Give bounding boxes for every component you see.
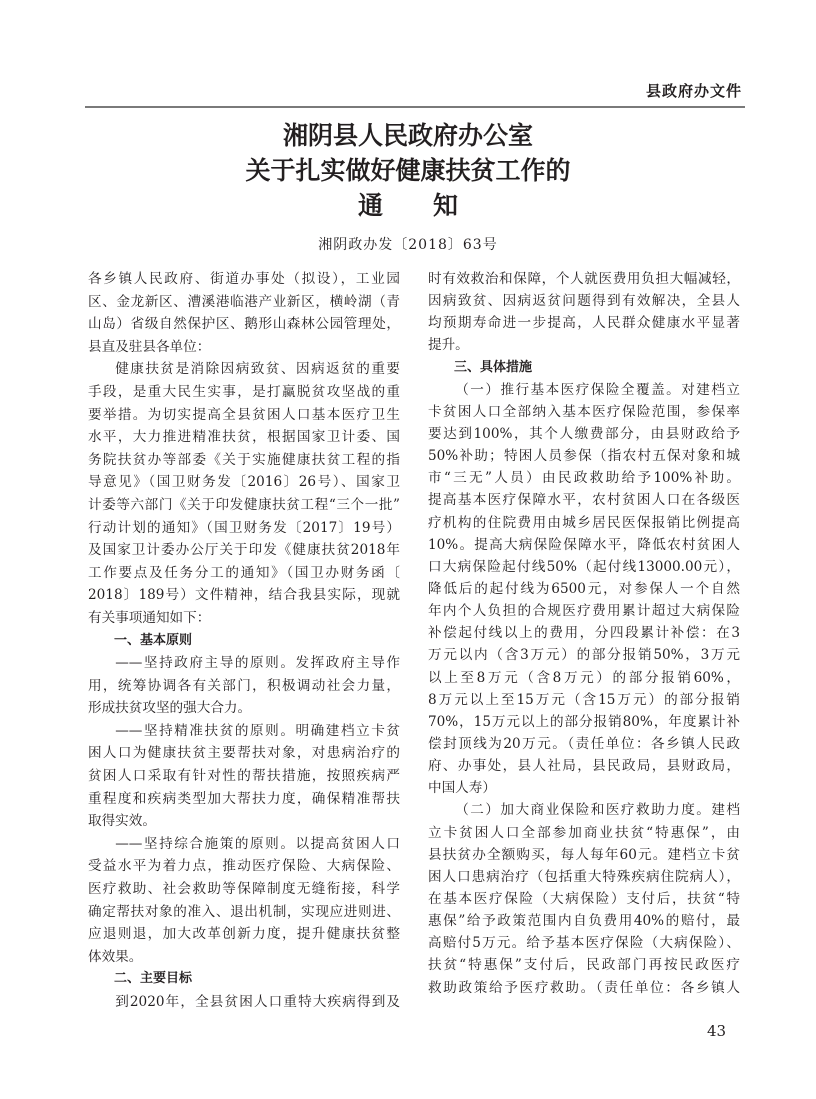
section-heading xyxy=(88,968,400,991)
text-line: 三、具体措施 xyxy=(454,359,533,375)
text-line: 要达到100%，其个人缴费部分，由县财政给予 xyxy=(428,425,740,442)
section-heading xyxy=(428,357,740,379)
text-line: 健康扶贫是消除因病致贫、因病返贫的重要 xyxy=(115,361,400,378)
text-line: 各乡镇人民政府、街道办事处（拟设），工业园 xyxy=(88,271,400,287)
text-line: 区、金龙新区、漕溪港临港产业新区，横岭湖（青 xyxy=(88,293,400,310)
text-line: 应退则退，加大改革创新力度，提升健康扶贫整 xyxy=(88,926,400,943)
text-line: 万元以内（含3万元）的部分报销50%，3万元 xyxy=(428,647,740,664)
text-line: 市“三无”人员）由民政救助给予100%补助。 xyxy=(428,470,740,487)
text-line: 8万元以上至15万元（含15万元）的部分报销 xyxy=(428,691,740,708)
paragraph xyxy=(428,268,740,357)
text-line: 提升。 xyxy=(428,337,469,354)
text-line: 有关事项通知如下： xyxy=(88,609,211,626)
text-line: 手段，是重大民生实事，是打赢脱贫攻坚战的重 xyxy=(88,383,400,400)
text-line: 口大病保险起付线50%（起付线13000.00元）， xyxy=(428,558,740,575)
section-heading xyxy=(88,630,400,653)
paragraph xyxy=(428,799,740,998)
paragraph xyxy=(88,652,400,720)
text-line: 导意见》（国卫财务发〔2016〕26号）、国家卫 xyxy=(88,474,400,491)
text-line: ——坚持精准扶贫的原则。明确建档立卡贫 xyxy=(115,722,400,739)
text-line: 救助政策给予医疗救助。（责任单位：各乡镇人 xyxy=(428,979,740,996)
paragraph xyxy=(88,358,400,629)
text-line: 县直及驻县各单位： xyxy=(88,338,211,355)
text-line: ——坚持政府主导的原则。发挥政府主导作 xyxy=(115,655,400,672)
text-line: （二）加大商业保险和医疗救助力度。建档 xyxy=(455,802,740,819)
text-line: 取得实效。 xyxy=(88,813,156,830)
text-line: 用，统筹协调各有关部门，积极调动社会力量， xyxy=(88,677,400,694)
text-line: 在基本医疗保险（大病保险）支付后，扶贫“特 xyxy=(428,890,740,907)
text-line: 补偿起付线以上的费用，分四段累计补偿：在3 xyxy=(428,625,740,642)
section-header: 县政府办文件 xyxy=(645,82,742,100)
text-line: 时有效救治和保障，个人就医费用负担大幅减轻， xyxy=(428,271,740,287)
document-number: 湘阴政办发〔2018〕63号 xyxy=(318,237,498,253)
text-line: 工作要点及任务分工的通知》（国卫办财务函〔 xyxy=(88,564,400,581)
text-line: 年内个人负担的合规医疗费用累计超过大病保险 xyxy=(428,603,740,620)
text-line: 困人口为健康扶贫主要帮扶对象，对患病治疗的 xyxy=(88,745,400,762)
text-line: 到2020年，全县贫困人口重特大疾病得到及 xyxy=(115,994,400,1010)
text-line: 及国家卫计委办公厅关于印发《健康扶贫2018年 xyxy=(88,542,400,559)
text-line: 水平，大力推进精准扶贫，根据国家卫计委、国 xyxy=(88,429,400,446)
text-line: 计委等六部门《关于印发健康扶贫工程“三个一批” xyxy=(88,496,400,513)
text-line: 立卡贫困人口全部参加商业扶贫“特惠保”，由 xyxy=(428,824,740,841)
paragraph xyxy=(88,833,400,969)
text-line: 府、办事处，县人社局，县民政局，县财政局， xyxy=(428,758,740,775)
text-line: 提高基本医疗保障水平，农村贫困人口在各级医 xyxy=(428,492,740,509)
text-line: 70%，15万元以上的部分报销80%，年度累计补 xyxy=(428,713,740,730)
title-line: 湘阴县人民政府办公室 xyxy=(282,121,533,150)
text-line: 2018〕189号）文件精神，结合我县实际，现就 xyxy=(88,587,400,604)
text-line: 形成扶贫攻坚的强大合力。 xyxy=(88,700,252,717)
document-title xyxy=(0,118,816,223)
text-line: 50%补助；特困人员参保（指农村五保对象和城 xyxy=(428,448,740,465)
text-line: 山岛）省级自然保护区、鹅形山森林公园管理处， xyxy=(88,316,400,333)
text-line: 行动计划的通知》（国卫财务发〔2017〕19号） xyxy=(88,519,400,536)
right-column xyxy=(428,268,740,999)
header-divider xyxy=(85,106,745,108)
title-line: 通 知 xyxy=(357,191,458,220)
paragraph xyxy=(88,991,400,1014)
paragraph xyxy=(428,379,740,800)
text-line: ——坚持综合施策的原则。以提高贫困人口 xyxy=(115,835,400,852)
text-line: 扶贫“特惠保”支付后，民政部门再按民政医疗 xyxy=(428,957,740,974)
text-line: 均预期寿命进一步提高，人民群众健康水平显著 xyxy=(428,315,740,332)
text-line: 惠保”给予政策范围内自负费用40%的赔付，最 xyxy=(428,913,740,930)
text-line: 疗机构的住院费用由城乡居民医保报销比例提高 xyxy=(428,514,740,531)
text-line: 偿封顶线为20万元。（责任单位：各乡镇人民政 xyxy=(428,735,740,752)
text-line: 卡贫困人口全部纳入基本医疗保险范围，参保率 xyxy=(428,403,740,420)
text-line: 一、基本原则 xyxy=(114,632,193,648)
paragraph xyxy=(88,720,400,833)
text-line: 确定帮扶对象的准入、退出机制，实现应进则进、 xyxy=(88,903,400,920)
title-line: 关于扎实做好健康扶贫工作的 xyxy=(245,156,571,185)
text-line: 降低后的起付线为6500元，对参保人一个自然 xyxy=(428,580,740,597)
text-line: 贫困人口采取有针对性的帮扶措施，按照疾病严 xyxy=(88,768,400,785)
text-line: 重程度和疾病类型加大帮扶力度，确保精准帮扶 xyxy=(88,790,400,807)
text-line: 医疗救助、社会救助等保障制度无缝衔接，科学 xyxy=(88,881,400,898)
text-line: 县扶贫办全额购买，每人每年60元。建档立卡贫 xyxy=(428,846,740,863)
text-line: 中国人寿） xyxy=(428,780,496,797)
text-line: 因病致贫、因病返贫问题得到有效解决，全县人 xyxy=(428,293,740,310)
text-line: 受益水平为着力点，推动医疗保险、大病保险、 xyxy=(88,858,400,875)
left-column xyxy=(88,268,400,1014)
text-line: 要举措。为切实提高全县贫困人口基本医疗卫生 xyxy=(88,406,400,423)
text-line: 体效果。 xyxy=(88,948,143,965)
page-number: 43 xyxy=(707,1022,727,1040)
text-line: 务院扶贫办等部委《关于实施健康扶贫工程的指 xyxy=(88,451,400,468)
text-line: 二、主要目标 xyxy=(114,971,193,987)
text-line: 高赔付5万元。给予基本医疗保险（大病保险）、 xyxy=(428,935,740,952)
text-line: 以上至8万元（含8万元）的部分报销60%， xyxy=(428,669,740,686)
text-line: （一）推行基本医疗保险全覆盖。对建档立 xyxy=(455,381,740,398)
paragraph xyxy=(88,268,400,358)
text-line: 10%。提高大病保险保障水平，降低农村贫困人 xyxy=(428,536,740,553)
text-line: 困人口患病治疗（包括重大特殊疾病住院病人）， xyxy=(428,868,740,885)
